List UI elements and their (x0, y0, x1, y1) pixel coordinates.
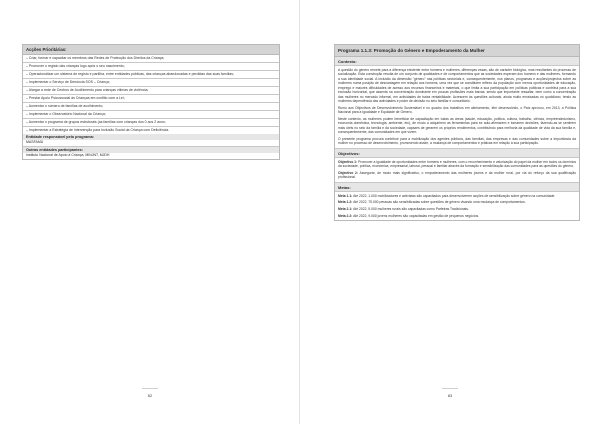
list-item: – Aumentar o programa de grupos estruturais (as famílias com crianças dos 0 aos 2 anos; (23, 119, 279, 127)
objectives-header: Objectivos: (335, 149, 579, 158)
list-item: – Prestar Apoio Psicossocial às Crianças em conflito com a Lei; (23, 95, 279, 103)
list-item: – Aumentar o número de famílias de acolhimento; (23, 103, 279, 111)
page-number: 82 (147, 393, 153, 398)
objective-1-label: Objectivo 1: (338, 159, 358, 164)
responsible-entity-label: Entidade responsável pelo programa: (23, 134, 279, 140)
context-paragraph: Neste contexto, as mulheres podem beneficiar de capacitação em todas as áreas (saúde, educação, política, cultura, trabalho, ciência, empreendedorismo, economia doméstica, tecnologia, ambiente, etc), de modo a adquirirem as ferramentas para se auto-afirmarem e tomarem decisões, fazendo-as se sentirem mais úteis no seio da família e da sociedade, capazes de gerarem os próprios rendimentos, contribuindo para melhoria da qualidade de vida da sua família e, consequentemente, das comunidades em que vivem. (338, 116, 576, 135)
list-item: – Implementar o Serviço de Denúncia SOS – Criança; (23, 79, 279, 87)
list-item: – Implementar a Estratégia de Intervenção para Inclusão Social da Criança com Deficiência. (26, 127, 170, 132)
objective-2-text: Assegurar, de modo mais significativo, o empoderamento das mulheres jovens e da mulher rural, por via do reforço da sua qualificação profissional. (338, 170, 577, 180)
list-item: – Alargar a rede de Centros de Acolhimento para crianças vítimas de violência; (23, 87, 279, 95)
objective-2 (338, 171, 576, 180)
context-paragraph: A questão do género remete para a diferença existente entre homens e mulheres, diferenças essas, são de carácter biológico, mas resultantes do processo de socialização. Esta construção resulta de um conjunto de qualidades e de comportamentos que as sociedades esperam dos homens e das mulheres, formando a sua identidade social. A inclusão da dimensão "género" nas políticas sectoriais e, consequentemente, nos planos, programas e acções/projectos sobre as mulheres numa posição de desvantagem em relação aos homens, uma vez que se constituem reflexo da população com menos oportunidades de educação, emprego e maiores dificuldades de acesso aos recursos financeiros e materiais, o que limita a sua participação em políticas públicas e contribui para a sua exclusão horizontal, que assenta na concentração dominante em poucas profissões mais baixas, sendo que importante ressaltar, bem como a concentração das mulheres no mercado informal, em actividades de baixa rentabilidade. Acrescem às questões culturais, ainda muito enraizadas no quotidiano, tendo as mulheres dependência das actividades e poder de decisão no seio familiar e comunitário. (338, 68, 576, 104)
priority-actions-list (23, 55, 279, 134)
goal-text: Até 2022, 5.000 mulheres rurais são capacitadas como Parteiras Tradicionais. (353, 207, 469, 212)
context-paragraph: O presente programa procura contribuir para a mobilização dos agentes públicos, das famílias, das empresas e das comunidades sobre a importância da mulher no processo de desenvolvimento, promovendo assim, a mudança de comportamentos e práticas em relação à sua participação. (338, 136, 576, 146)
priority-actions-header: Acções Prioritárias: (23, 45, 279, 55)
participant-entities-label: Outras entidades participantes: (23, 147, 279, 153)
goals-body (335, 192, 579, 220)
goal-text: Até 2022, 75.000 pessoas são sensibilizadas sobre questões de género visando uma mudança de comportamentos. (353, 200, 526, 205)
list-item: – Implementar o Observatório Nacional da Criança; (23, 111, 279, 119)
goal-item (338, 200, 576, 204)
priority-actions-table (22, 44, 280, 160)
program-title: Programa 1.1.3: Promoção do Género e Empoderamento da Mulher (335, 45, 579, 57)
context-paragraph: Rumo aos Objectivos de Desenvolvimento Sustentável e no quadro dos trabalhos em alinhamento, têm desenvolvido, o País aprovou, em 2013, a Política Nacional para a Igualdade e Equidade de Género. (338, 105, 576, 115)
goal-label: Meta 1.2: (338, 200, 353, 205)
page-number-rule (142, 388, 158, 389)
context-header: Contexto: (335, 57, 579, 66)
objective-1-text: Promover a igualdade de oportunidades entre homens e mulheres, com o reconhecimento e valorização do papel da mulher em todos os domínios da sociedade, política, económica, empresarial, laboral, pessoal e familiar através da formação e sensibilização das comunidades para as questões do género. (338, 159, 577, 169)
goal-label: Meta 1.1: (338, 193, 353, 198)
goal-item (338, 194, 576, 198)
program-table (334, 44, 580, 221)
goal-item (338, 207, 576, 211)
objective-2-label: Objectivo 2: (338, 170, 358, 175)
list-item: – Operacionalizar um sistema de registo e partilha, entre entidades públicas, das crianças abandonadas e perdidas das suas famílias; (23, 71, 279, 79)
goal-text: Até 2022, 1.000 mobilizadores e activistas são capacitados para desenvolverem acções de sensibilização sobre género na comunidade. (353, 193, 556, 198)
list-item: – Criar, formar e capacitar os membros das Redes de Protecção dos Direitos da Criança; (23, 55, 279, 63)
participant-entities-value: Instituto Nacional de Apoio à Criança, MINJNT, MJDH (26, 153, 110, 158)
responsible-entity-value: MASFAMU (23, 140, 279, 147)
page-number-rule (442, 388, 458, 389)
goal-text: Até 2022, 9.000 jovens mulheres são capacitadas em gestão de pequenos negócios. (353, 213, 480, 218)
objective-1 (338, 160, 576, 169)
page-number: 83 (447, 393, 453, 398)
list-item: – Promover o registo das crianças logo após o seu nascimento; (23, 63, 279, 71)
right-page (300, 0, 600, 424)
goals-header: Metas: (335, 183, 579, 192)
context-body (335, 66, 579, 149)
goal-item (338, 214, 576, 218)
objectives-body (335, 158, 579, 183)
goal-label: Meta 2.1: (338, 207, 353, 212)
goal-label: Meta 2.2: (338, 213, 353, 218)
